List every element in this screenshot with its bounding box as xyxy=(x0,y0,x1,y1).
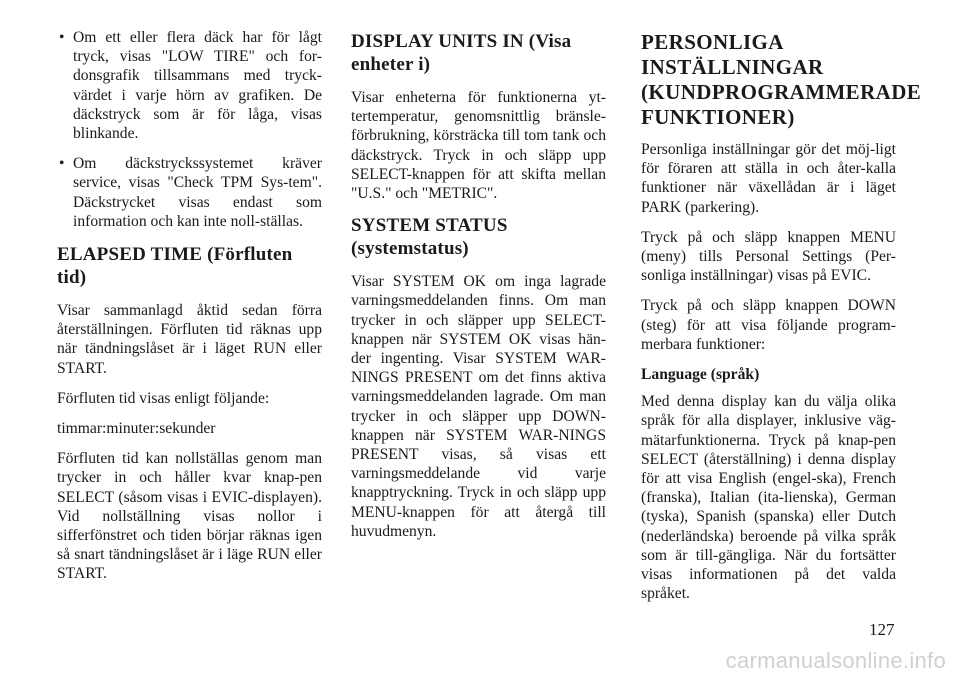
page-number: 127 xyxy=(869,620,895,639)
section-heading-personal-settings: PERSONLIGA INSTÄLLNINGAR (KUNDPROGRAMMERADE FUNKTIONER) xyxy=(641,30,922,129)
paragraph: Visar sammanlagd åktid sedan förra återställningen. Förfluten tid räknas upp när tändningslåset är i läget RUN eller START. xyxy=(57,302,322,377)
column-middle xyxy=(351,28,606,552)
paragraph: Med denna display kan du välja olika språk för alla displayer, inklusive väg-mätarfunktionerna. Tryck på knap-pen SELECT (återställning) i denna display för att visa English (engel-ska), French (franska), Italian (ita-lienska), German (tyska), Spanish (spanska) eller Dutch (nederländska) beroende på vilka språk som är till-gängliga. När du fortsätter visas informationen på det valda språket. xyxy=(641,393,896,603)
section-heading-elapsed-time: ELAPSED TIME (Förfluten tid) xyxy=(57,244,293,289)
list-item-text: Om däckstryckssystemet kräver service, visas "Check TPM Sys-tem". Däckstrycket visas endast som information och kan inte noll-ställas. xyxy=(73,155,322,230)
paragraph: Förfluten tid kan nollställas genom man trycker in och håller kvar knap-pen SELECT (såsom visas i EVIC-displayen). Vid nollställning visas nollor i sifferfönstret och tiden börjar räknas igen så snart tändningslåset är i läge RUN eller START. xyxy=(57,450,322,583)
list-item xyxy=(57,28,322,143)
paragraph: Visar SYSTEM OK om inga lagrade varningsmeddelanden finns. Om man trycker in och släpper upp SELECT-knappen när SYSTEM OK visas hän-der ingenting. Visar SYSTEM WAR-NINGS PRESENT om det finns aktiva varningsmeddelanden lagrade. Om man trycker in och släpper upp DOWN-knappen när SYSTEM WAR-NINGS PRESENT visas, så visas ett varningsmeddelande vid varje knapptryckning. Tryck in och släpp upp MENU-knappen för att återgå till huvudmenyn. xyxy=(351,273,606,540)
column-right xyxy=(641,28,922,614)
paragraph: Tryck på och släpp knappen DOWN (steg) för att visa följande program-merbara funktioner: xyxy=(641,297,896,353)
bullet-list xyxy=(57,28,322,231)
list-item-text: Om ett eller flera däck har för lågt tryck, visas "LOW TIRE" och for-donsgrafik tillsammans med tryck-värdet i varje hörn av grafiken. De däckstryck som är för låga, visas blinkande. xyxy=(73,29,322,143)
section-heading-system-status: SYSTEM STATUS (systemstatus) xyxy=(351,215,508,260)
subheading-language: Language (språk) xyxy=(641,366,760,384)
paragraph: Tryck på och släpp knappen MENU (meny) tills Personal Settings (Per-sonliga inställningar) visas på EVIC. xyxy=(641,228,896,285)
paragraph: timmar:minuter:sekunder xyxy=(57,420,216,438)
bullet-icon: • xyxy=(59,155,65,173)
watermark: carmanualsonline.info xyxy=(725,648,946,673)
paragraph: Förfluten tid visas enligt följande: xyxy=(57,389,270,407)
paragraph: Personliga inställningar gör det möj-ligt för föraren att ställa in och åter-kalla funktioner när växellådan är i läget PARK (parkering). xyxy=(641,141,896,216)
bullet-icon: • xyxy=(59,29,65,46)
list-item xyxy=(57,154,322,231)
section-heading-display-units: DISPLAY UNITS IN (Visa enheter i) xyxy=(351,31,572,75)
paragraph: Visar enheterna för funktionerna yt-tertemperatur, genomsnittlig bränsle-förbrukning, körsträcka till tom tank och däckstryck. Tryck in och släpp upp SELECT-knappen för att skifta mellan "U.S." och "METRIC". xyxy=(351,89,606,203)
column-left xyxy=(57,28,322,595)
